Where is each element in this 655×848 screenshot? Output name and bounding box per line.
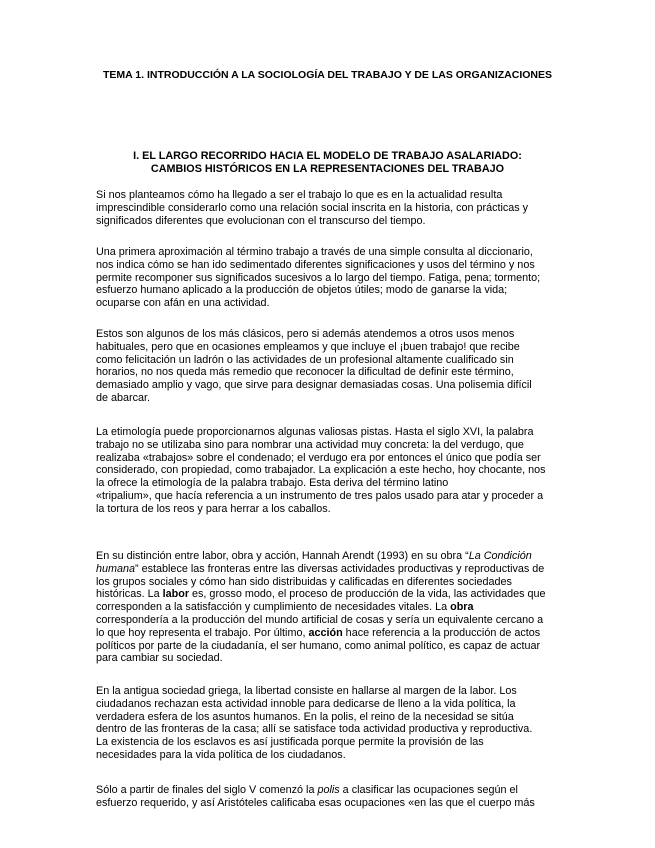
paragraph-7 [96, 784, 582, 810]
paragraph-line: necesidades para la vida política de los ciudadanos. [96, 748, 346, 761]
section-heading [0, 150, 655, 176]
paragraph-line: para cambiar su sociedad. [96, 652, 223, 665]
paragraph-line: ciudadanos rechazan esta actividad innoble para dedicarse de lleno a la vida política, la [96, 697, 516, 710]
paragraph-line: La etimología puede proporcionarnos algunas valiosas pistas. Hasta el siglo XVI, la palabra [96, 426, 534, 438]
paragraph-line [96, 627, 582, 640]
paragraph-4 [96, 426, 582, 516]
paragraph-line [96, 588, 582, 601]
text-run: es, grosso modo, el proceso de producción de la vida, las actividades que [189, 588, 546, 601]
paragraph-line: permite recomponer sus significados sucesivos a lo largo del tiempo. Fatiga, pena; tormento; [96, 271, 541, 284]
paragraph-line: verdadera esfera de los asuntos humanos. En la polis, el reino de la necesidad se sitúa [96, 710, 514, 723]
section-heading-line-2: CAMBIOS HISTÓRICOS EN LA REPRESENTACIONES DEL TRABAJO [150, 163, 505, 175]
paragraph-line: «tripalium», que hacía referencia a un instrumento de tres palos usado para atar y proceder a [96, 489, 544, 502]
paragraph-line: correspondería a la producción del mundo artificial de cosas y sería un equivalente cercano a [96, 613, 544, 626]
text-run: a clasificar las ocupaciones según el [339, 784, 518, 796]
term-accion: acción [308, 626, 343, 639]
text-run: ” establece las fronteras entre las diversas actividades productivas y reproductivas de [135, 562, 545, 575]
paragraph-line: como felicitación un ladrón o las actividades de un profesional altamente cualificado sin [96, 353, 514, 366]
paragraph-line: trabajo no se utilizaba sino para nombrar una actividad muy concreta: la del verdugo, que [96, 438, 524, 451]
paragraph-line [96, 563, 582, 576]
paragraph-line: la tortura de los reos y para herrar a los caballos. [96, 502, 331, 515]
book-title-italic: La Condición [468, 550, 532, 562]
term-polis-italic: polis [317, 784, 340, 796]
paragraph-line: Si nos planteamos cómo ha llegado a ser el trabajo lo que es en la actualidad resulta [96, 189, 503, 201]
paragraph-line: realizaba «trabajos» sobre el condenado; el verdugo era por entonces el único que podía ser [96, 451, 541, 464]
text-run: corresponden a la satisfacción y cumplimiento de necesidades vitales. La [96, 601, 451, 614]
paragraph-line [96, 784, 582, 797]
text-run: Sólo a partir de finales del siglo V comenzó la [96, 784, 318, 796]
paragraph-5 [96, 550, 582, 665]
paragraph-line: la ofrece la etimología de la palabra trabajo. Esta deriva del término latino [96, 477, 449, 490]
paragraph-line: horarios, no nos queda más remedio que reconocer la dificultad de definir este término, [96, 366, 514, 379]
text-run: hace referencia a la producción de actos [342, 626, 541, 639]
book-title-italic: humana [96, 562, 136, 575]
paragraph-line: considerado, con propiedad, como trabajador. La explicación a este hecho, hoy chocante, nos [96, 464, 546, 477]
paragraph-line: ocuparse con afán en una actividad. [96, 297, 270, 310]
paragraph-line: significados diferentes que evolucionan con el transcurso del tiempo. [96, 214, 426, 227]
text-run: lo que hoy representa el trabajo. Por último, [96, 626, 309, 639]
paragraph-line: En la antigua sociedad griega, la libertad consiste en hallarse al margen de la labor. Los [96, 685, 517, 697]
paragraph-line: políticos por parte de la ciudadanía, el ser humano, como animal político, es capaz de actuar [96, 639, 541, 652]
section-heading-line-1: I. EL LARGO RECORRIDO HACIA EL MODELO DE TRABAJO ASALARIADO: [133, 150, 522, 162]
document-title: TEMA 1. INTRODUCCIÓN A LA SOCIOLOGÍA DEL TRABAJO Y DE LAS ORGANIZACIONES [103, 69, 552, 81]
paragraph-6 [96, 685, 582, 762]
paragraph-line: esfuerzo humano aplicado a la producción de objetos útiles; modo de ganarse la vida; [96, 284, 508, 297]
paragraph-line: dentro de las fronteras de la casa; allí se satisface toda actividad productiva y reproductiva. [96, 723, 533, 736]
paragraph-line: esfuerzo requerido, y así Aristóteles calificaba esas ocupaciones «en las que el cuerpo más [96, 796, 535, 809]
paragraph-line: de abarcar. [96, 391, 151, 404]
paragraph-line [96, 601, 582, 614]
text-run: históricas. La [96, 588, 163, 601]
paragraph-line: demasiado amplio y vago, que sirve para designar demasiadas cosas. Una polisemia difícil [96, 379, 532, 392]
paragraph-line: La existencia de los esclavos es así justificada porque permite la provisión de las [96, 736, 484, 749]
paragraph-line: nos indica cómo se han ido sedimentado diferentes significaciones y usos del término y nos [96, 258, 535, 271]
paragraph-line: imprescindible considerarlo como una relación social inscrita en la historia, con prácticas y [96, 201, 529, 214]
paragraph-line [96, 550, 582, 563]
paragraph-2 [96, 246, 582, 310]
paragraph-line: los grupos sociales y cómo han sido distribuidas y calificadas en diferentes sociedades [96, 575, 512, 588]
term-labor: labor [162, 588, 190, 601]
paragraph-line: habituales, pero que en ocasiones empleamos y que incluye el ¡buen trabajo! que recibe [96, 340, 520, 353]
term-obra: obra [450, 601, 474, 614]
paragraph-3 [96, 328, 582, 405]
paragraph-line: Estos son algunos de los más clásicos, pero si además atendemos a otros usos menos [96, 328, 515, 340]
text-run: En su distinción entre labor, obra y acción, Hannah Arendt (1993) en su obra “ [96, 550, 469, 562]
paragraph-line: Una primera aproximación al término trabajo a través de una simple consulta al diccionario, [96, 246, 533, 258]
paragraph-1 [96, 189, 582, 227]
